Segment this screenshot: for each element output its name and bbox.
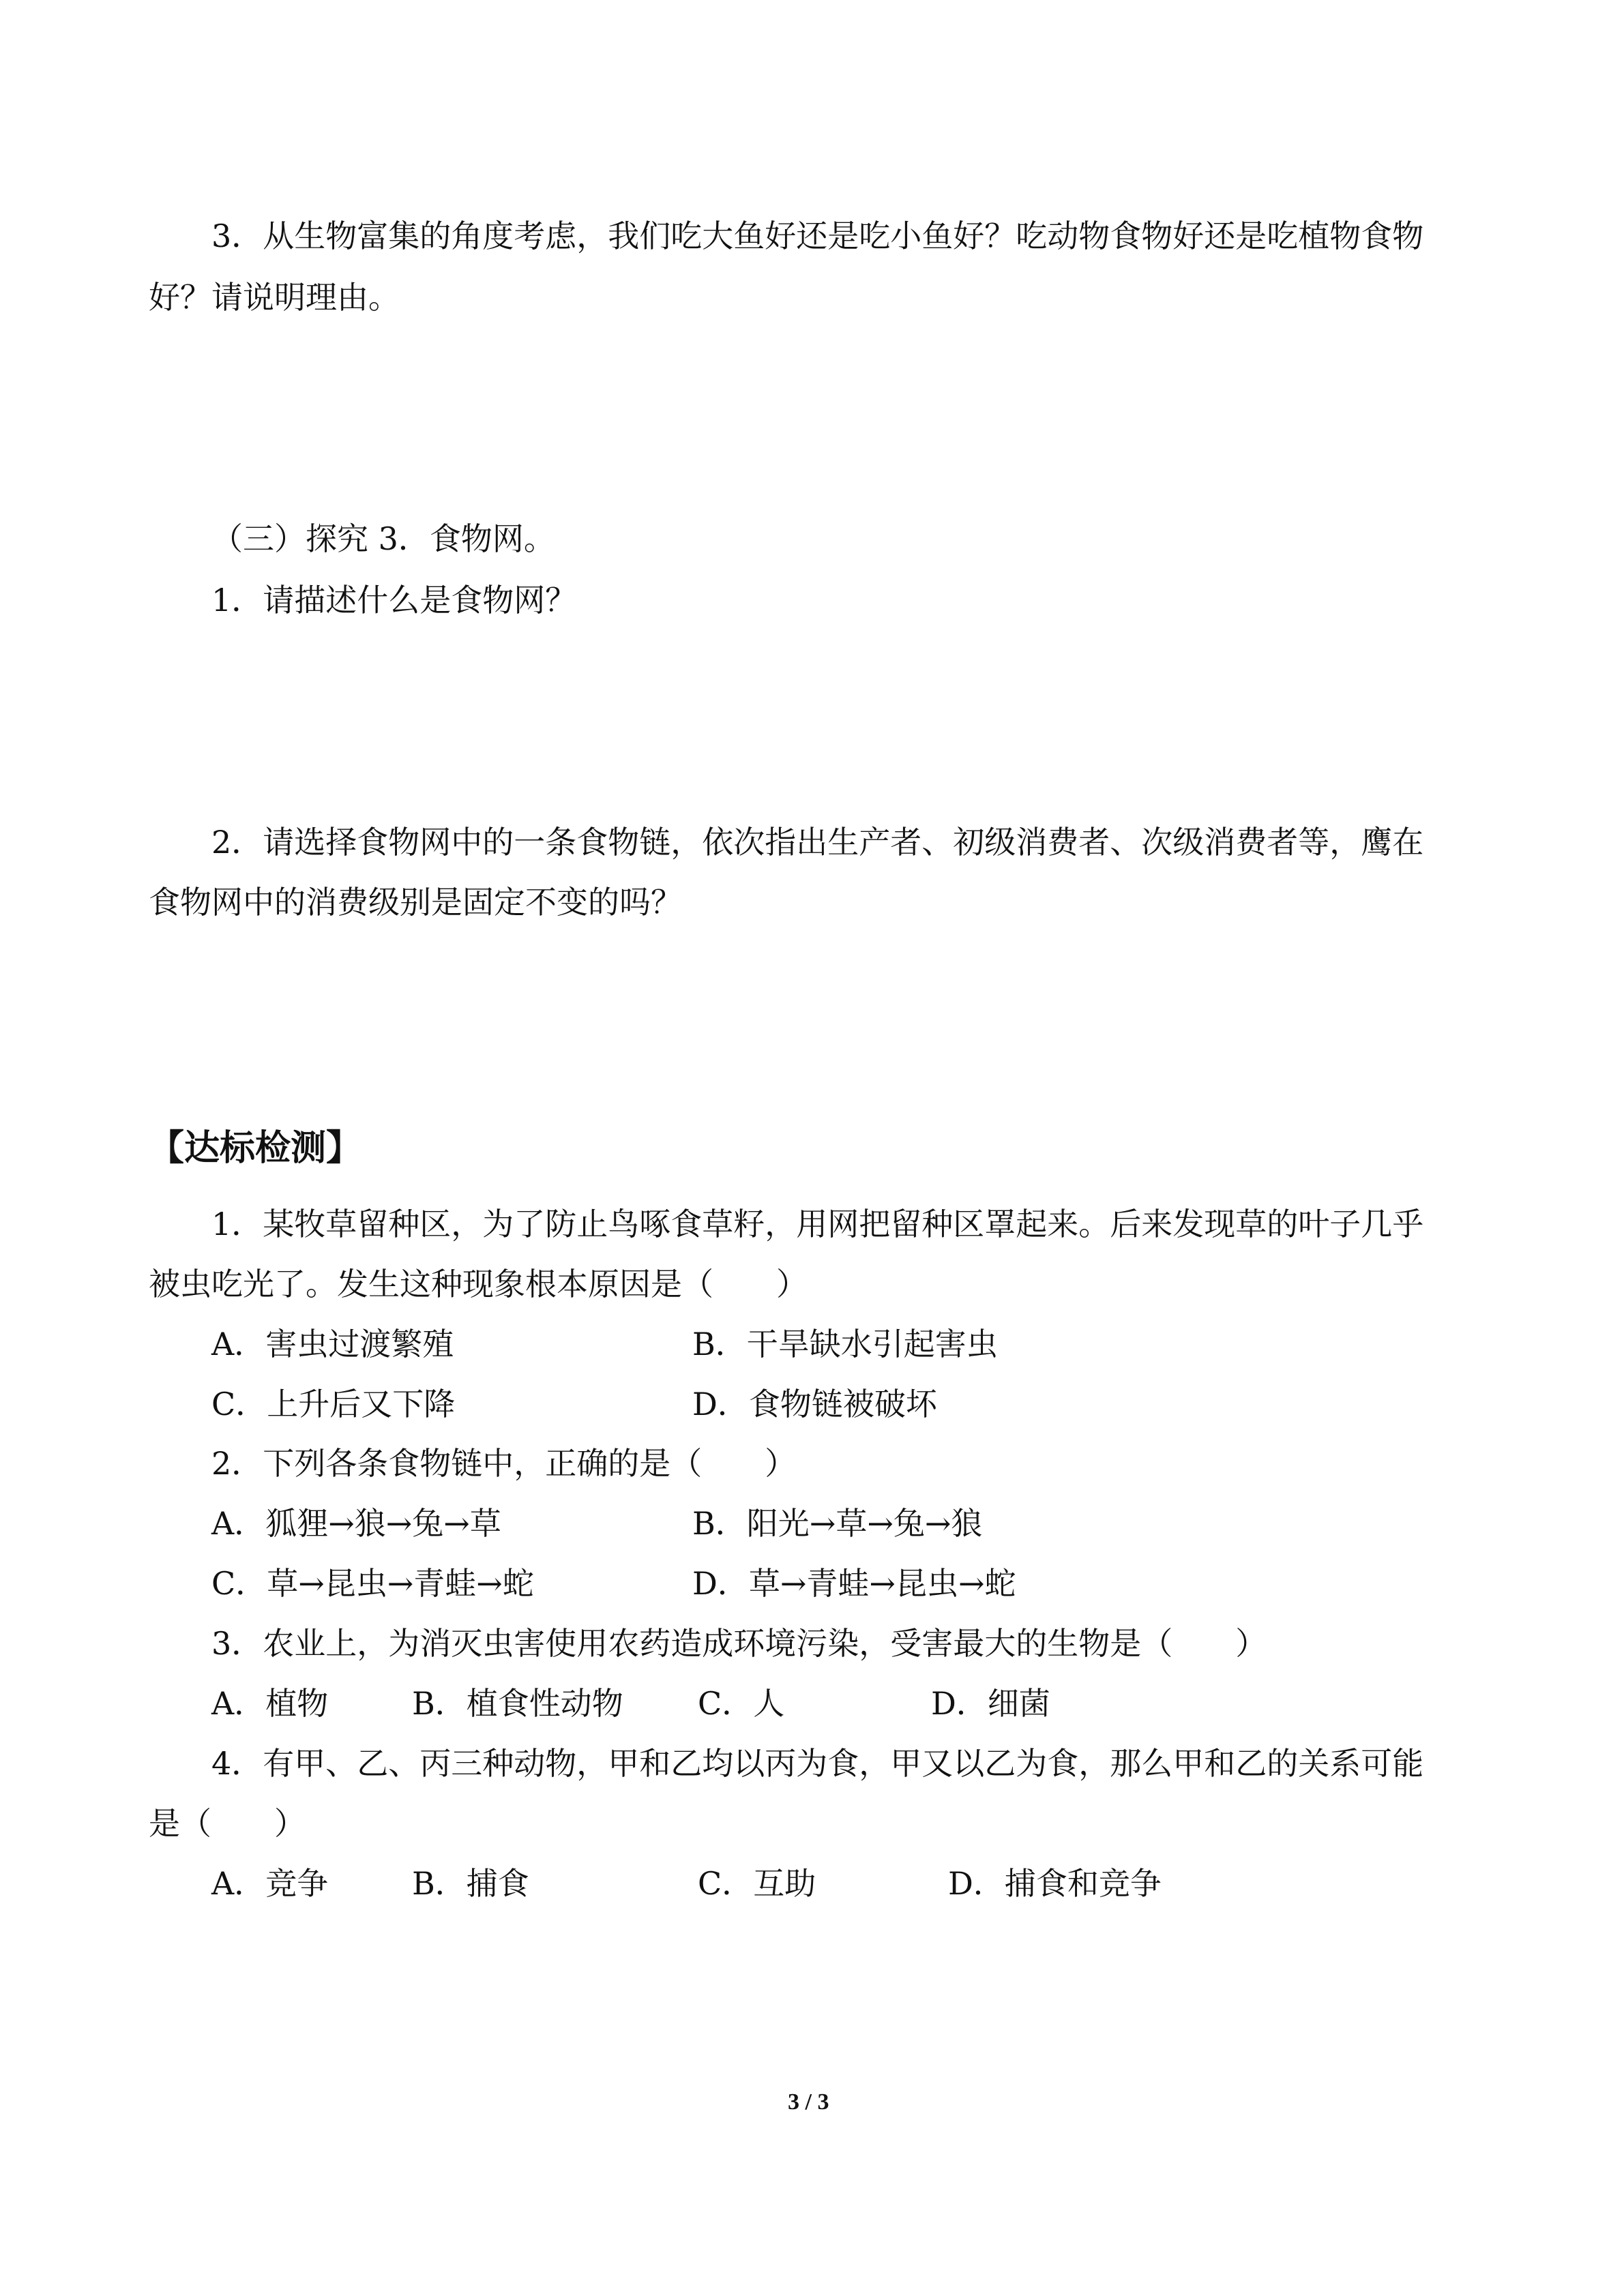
test-q4-line-1: 4．有甲、乙、丙三种动物，甲和乙均以丙为食，甲又以乙为食，那么甲和乙的关系可能 bbox=[211, 1745, 1424, 1782]
test-q1-line-1: 1．某牧草留种区，为了防止鸟啄食草籽，用网把留种区罩起来。后来发现草的叶子几乎 bbox=[211, 1206, 1424, 1242]
food-web-question-1: 1．请描述什么是食物网？ bbox=[211, 582, 577, 618]
test-q3-option-c: C．人 bbox=[698, 1685, 785, 1722]
test-q1-option-b: B．干旱缺水引起害虫 bbox=[692, 1326, 998, 1362]
page-number: 3 / 3 bbox=[788, 2089, 829, 2115]
test-q1-option-c: C．上升后又下降 bbox=[211, 1386, 456, 1422]
food-web-question-2-line-1: 2．请选择食物网中的一条食物链，依次指出生产者、初级消费者、次级消费者等，鹰在 bbox=[211, 824, 1424, 861]
question-3-line-1: 3．从生物富集的角度考虑，我们吃大鱼好还是吃小鱼好？吃动物食物好还是吃植物食物 bbox=[211, 218, 1424, 254]
test-q4-option-b: B．捕食 bbox=[412, 1865, 529, 1902]
test-q2-line-1: 2．下列各条食物链中，正确的是（ ） bbox=[211, 1445, 797, 1482]
test-q1-line-2: 被虫吃光了。发生这种现象根本原因是（ ） bbox=[149, 1266, 808, 1302]
test-q1-option-d: D．食物链被破坏 bbox=[692, 1386, 937, 1422]
test-q2-option-d: D．草→青蛙→昆虫→蛇 bbox=[692, 1565, 1016, 1602]
test-q4-option-c: C．互助 bbox=[698, 1865, 816, 1902]
test-q1-option-a: A．害虫过渡繁殖 bbox=[211, 1326, 454, 1362]
question-3-line-2: 好？请说明理由。 bbox=[149, 279, 400, 316]
test-q2-option-b: B．阳光→草→兔→狼 bbox=[692, 1505, 983, 1542]
test-q3-option-d: D．细菌 bbox=[931, 1685, 1050, 1722]
test-q2-option-a: A．狐狸→狼→兔→草 bbox=[211, 1505, 501, 1542]
test-q2-option-c: C．草→昆虫→青蛙→蛇 bbox=[211, 1565, 534, 1602]
test-q4-option-a: A．竞争 bbox=[211, 1865, 329, 1902]
test-q3-option-b: B．植食性动物 bbox=[412, 1685, 623, 1722]
test-heading: 【达标检测】 bbox=[149, 1128, 362, 1169]
test-q3-option-a: A．植物 bbox=[211, 1685, 329, 1722]
test-q4-line-2: 是（ ） bbox=[149, 1805, 306, 1842]
test-q3-line-1: 3．农业上，为消灭虫害使用农药造成环境污染，受害最大的生物是（ ） bbox=[211, 1625, 1267, 1662]
test-q4-option-d: D．捕食和竞争 bbox=[948, 1865, 1162, 1902]
section-title-food-web: （三）探究 3．食物网。 bbox=[211, 520, 555, 557]
food-web-question-2-line-2: 食物网中的消费级别是固定不变的吗？ bbox=[149, 884, 682, 921]
